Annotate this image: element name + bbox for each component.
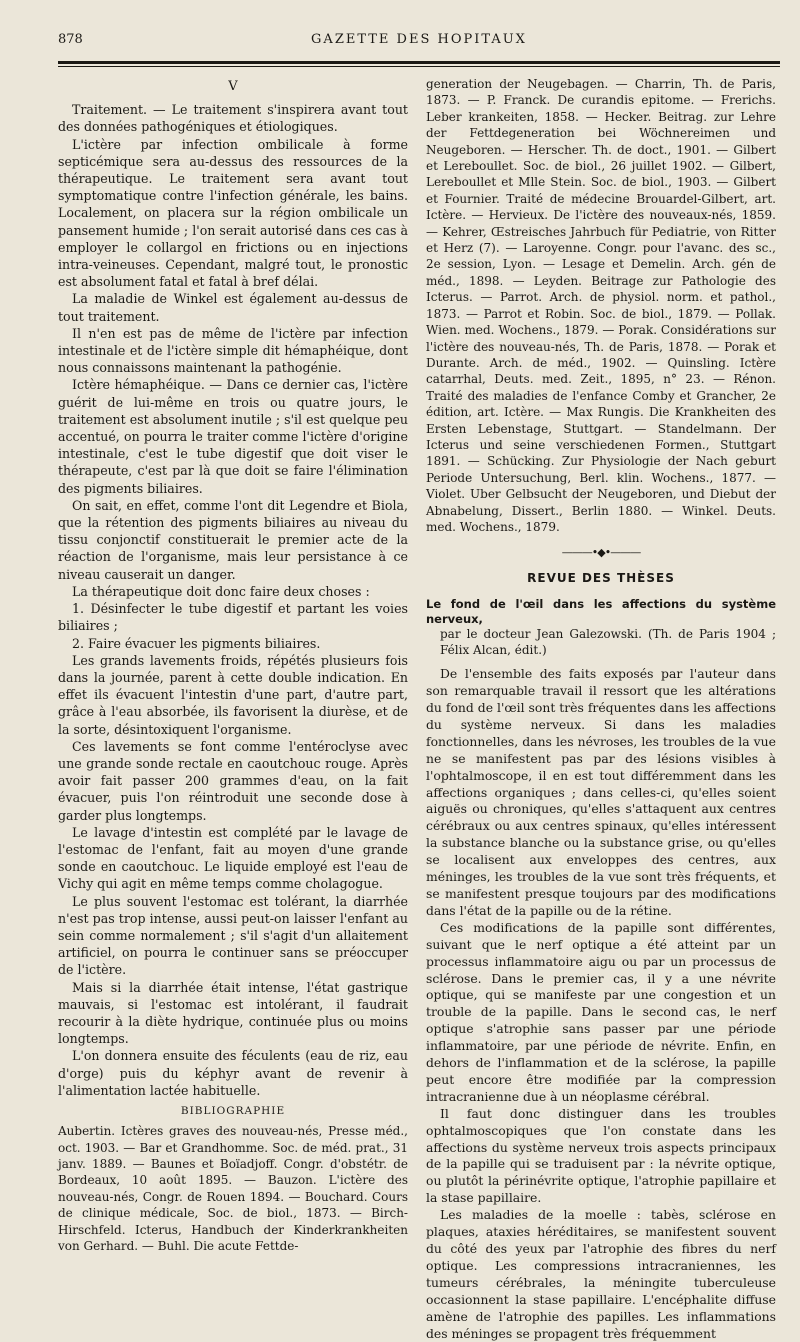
- paragraph: Mais si la diarrhée était intense, l'état gastrique mauvais, si l'estomac est intolérant, il faudrait recourir à la diète hydrique, continuée plus ou moins longtemps.: [58, 979, 408, 1047]
- left-column: [58, 76, 408, 1254]
- section-number: V: [228, 79, 238, 94]
- paragraph: Il faut donc distinguer dans les troubles ophtalmoscopiques que l'on constate dans les affections du système nerveux trois aspects principaux de la papille qui se traduisent par : la névrite optique, ou plutôt la périnévrite optique, l'atrophie papillaire et la stase papillaire.: [426, 1105, 776, 1206]
- paragraph: Ces modifications de la papille sont différentes, suivant que le nerf optique a été atteint par un processus inflammatoire aigu ou par un processus de sclérose. Dans le premier cas, il y a une névrite optique, qui se manifeste par une congestion et un trouble de la papille. Dans le second cas, le nerf optique s'atrophie sans passer par une période inflammatoire, par une période de névrite. Enfin, en dehors de l'inflammation et de la sclérose, la papille peut encore être modifiée par la compression intracranienne due à un néoplasme cérébral.: [426, 919, 776, 1104]
- journal-title: GAZETTE DES HOPITAUX: [311, 32, 527, 47]
- ornament-divider: ———•◆•———: [561, 546, 641, 560]
- header-rule-thick: [58, 61, 780, 64]
- paragraph: On sait, en effet, comme l'ont dit Legendre et Biola, que la rétention des pigments biliaires au niveau du tissu conjonctif constituerait le premier acte de la réaction de l'organisme, mais leur persistance à ce niveau causerait un danger.: [58, 497, 408, 582]
- paragraph: La maladie de Winkel est également au-dessus de tout traitement.: [58, 291, 408, 324]
- paragraph: Il n'en est pas de même de l'ictère par infection intestinale et de l'ictère simple dit hémaphéique, dont nous connaissons maintenant la pathogénie.: [58, 325, 408, 376]
- bibliography-continued: generation der Neugebagen. — Charrin, Th. de Paris, 1873. — P. Franck. De curandis epitome. — Frerichs. Leber krankeiten, 1858. — Hecker. Beitrag. zur Lehre der Fettdegeneration bei Wöchnereimen und Neugeboren. — Herscher. Th. de doct., 1901. — Gilbert et Lereboullet. Soc. de biol., 26 juillet 1902. — Gilbert, Lereboullet et Mlle Stein. Soc. de biol., 1903. — Gilbert et Fournier. Traité de médecine Brouardel-Gilbert, art. Ictère. — Hervieux. De l'ictère des nouveaux-nés, 1859. — Kehrer, Œstreisches Jahrbuch für Pediatrie, von Ritter et Herz (7). — Laroyenne. Congr. pour l'avanc. des sc., 2e session, Lyon. — Lesage et Demelin. Arch. gén de méd., 1898. — Leyden. Beitrage zur Pathologie des Icterus. — Parrot. Arch. de physiol. norm. et pathol., 1873. — Parrot et Robin. Soc. de biol., 1879. — Pollak. Wien. med. Wochens., 1879. — Porak. Considérations sur l'ictère des nouveau-nés, Th. de Paris, 1878. — Porak et Durante. Arch. de méd., 1902. — Quinsling. Ictère catarrhal, Deuts. med. Zeit., 1895, n° 23. — Rénon. Traité des maladies de l'enfance Comby et Grancher, 2e édition, art. Ictère. — Max Rungis. Die Krankheiten des Ersten Lebenstage, Stuttgart. — Standelmann. Der Icterus und seine verschiedenen Formen., Stuttgart 1891. — Schücking. Zur Physiologie der Nach geburt Periode Untersuchung, Berl. klin. Wochens., 1877. — Violet. Uber Gelbsucht der Neugeboren, und Diebut der Abnabelung, Dissert., Berlin 1880. — Winkel. Deuts. med. Wochens., 1879.: [426, 77, 776, 534]
- paragraph: L'ictère par infection ombilicale à forme septicémique sera au-dessus des ressources de la thérapeutique. Le traitement sera avant tout symptomatique contre l'infection générale, les bains. Localement, on placera sur la région ombilicale un pansement humide ; l'on serait autorisé dans ces cas à employer le collargol en frictions ou en injections intra-veineuses. Cependant, malgré tout, le pronostic est absolument fatal et fatal à bref délai.: [58, 136, 408, 290]
- thesis-citation: par le docteur Jean Galezowski. (Th. de Paris 1904 ; Félix Alcan, édit.): [440, 627, 776, 657]
- page-number: 878: [58, 32, 83, 47]
- header-rule-thin: [58, 66, 780, 67]
- paragraph: Traitement. — Le traitement s'inspirera avant tout des données pathogéniques et étiologiques.: [58, 102, 408, 135]
- paragraph: La thérapeutique doit donc faire deux choses :: [72, 583, 370, 599]
- paragraph: Le plus souvent l'estomac est tolérant, la diarrhée n'est pas trop intense, aussi peut-on laisser l'enfant au sein comme normalement ; s'il s'agit d'un allaitement artificiel, on pourra le continuer sans se préoccuper de l'ictère.: [58, 893, 408, 978]
- section-heading: REVUE DES THÈSES: [527, 571, 675, 586]
- right-column: [426, 76, 776, 1342]
- page-header: [58, 28, 780, 50]
- paragraph: Ces lavements se font comme l'entéroclyse avec une grande sonde rectale en caoutchouc rouge. Après avoir fait passer 200 grammes d'eau, on la fait évacuer, puis l'on réintroduit une seconde dose à garder plus longtemps.: [58, 738, 408, 823]
- paragraph: Les grands lavements froids, répétés plusieurs fois dans la journée, parent à cette double indication. En effet ils évacuent l'intestin d'une part, d'autre part, grâce à l'eau absorbée, ils favorisent la diurèse, et de la sorte, désintoxiquent l'organisme.: [58, 652, 408, 737]
- paragraph: L'on donnera ensuite des féculents (eau de riz, eau d'orge) puis du képhyr avant de revenir à l'alimentation lactée habituelle.: [58, 1048, 408, 1098]
- paragraph: Le lavage d'intestin est complété par le lavage de l'estomac de l'enfant, fait au moyen d'une grande sonde en caoutchouc. Le liquide employé est l'eau de Vichy qui agit en même temps comme cholagogue.: [58, 824, 408, 892]
- list-item: 1. Désinfecter le tube digestif et partant les voies biliaires ;: [58, 601, 408, 634]
- thesis-title: Le fond de l'œil dans les affections du système nerveux,: [426, 597, 776, 627]
- list-item: 2. Faire évacuer les pigments biliaires.: [72, 635, 321, 651]
- paragraph: Ictère hémaphéique. — Dans ce dernier cas, l'ictère guérit de lui-même en trois ou quatre jours, le traitement est absolument inutile ; s'il est quelque peu accentué, on pourra le traiter comme l'ictère d'origine intestinale, c'est le tube digestif que doit viser le thérapeute, c'est par là que doit se faire l'élimination des pigments biliaires.: [58, 377, 408, 496]
- bibliography-text: Aubertin. Ictères graves des nouveau-nés, Presse méd., oct. 1903. — Bar et Grandhomme. Soc. de méd. prat., 31 janv. 1889. — Baunes et Boïadjoff. Congr. d'obstétr. de Bordeaux, 10 août 1895. — Bauzon. L'ictère des nouveau-nés, Congr. de Rouen 1894. — Bouchard. Cours de clinique médicale, Soc. de biol., 1873. — Birch-Hirschfeld. Icterus, Handbuch der Kinderkrankheiten von Gerhard. — Buhl. Die acute Fettde-: [58, 1124, 408, 1254]
- paragraph: Les maladies de la moelle : tabès, sclérose en plaques, ataxies héréditaires, se manifestent souvent du côté des yeux par l'atrophie des fibres du nerf optique. Les compressions intracraniennes, les tumeurs cérébrales, la méningite tuberculeuse occasionnent la stase papillaire. L'encéphalite diffuse amène de l'atrophie des papilles. Les inflammations des méninges se propagent très fréquemment: [426, 1207, 776, 1341]
- bibliography-heading: BIBLIOGRAPHIE: [180, 1104, 286, 1117]
- paragraph: De l'ensemble des faits exposés par l'auteur dans son remarquable travail il ressort que les altérations du fond de l'œil sont très fréquentes dans les affections du système nerveux. Si dans les maladies fonctionnelles, dans les névroses, les troubles de la vue ne se manifestent pas par des lésions visibles à l'ophtalmoscope, il en est tout différemment dans les affections organiques ; dans celles-ci, qu'elles soient aiguës ou chroniques, qu'elles s'attaquent aux centres cérébraux ou aux centres spinaux, qu'elles intéressent la substance blanche ou la substance grise, ou qu'elles se localisent aux enveloppes des centres, aux méninges, les troubles de la vue sont très fréquents, et se manifestent presque toujours par des modifications dans l'état de la papille ou de la rétine.: [426, 666, 776, 918]
